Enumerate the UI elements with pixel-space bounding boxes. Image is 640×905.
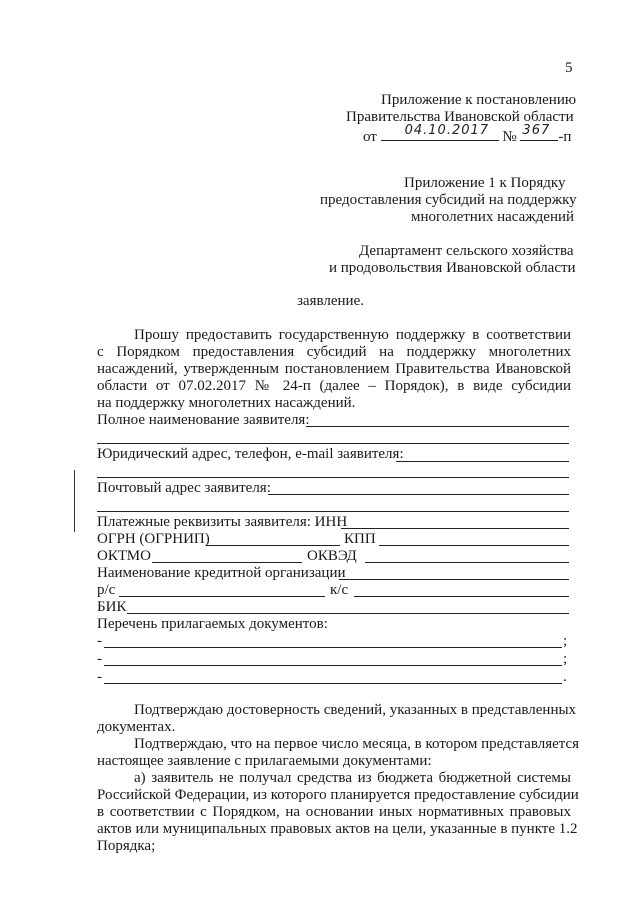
addressee-line2: и продовольствия Ивановской области	[329, 260, 576, 276]
doc-list-line-1[interactable]	[104, 647, 562, 648]
field-full-name-line-2[interactable]	[97, 443, 569, 444]
doc-list-bullet-1: -	[97, 633, 102, 649]
field-ogrn-line[interactable]	[206, 545, 340, 546]
doc-list-bullet-2: -	[97, 651, 102, 667]
field-account-label: р/с	[97, 582, 116, 598]
appendix-header-line2: Правительства Ивановской области	[346, 109, 574, 125]
request-line-1: Прошу предоставить государственную поддержку в соответствии	[134, 327, 571, 343]
appendix1-line3: многолетних насаждений	[411, 209, 575, 225]
doc-list-line-2[interactable]	[104, 665, 562, 666]
field-postal-address-label: Почтовый адрес заявителя:	[97, 480, 271, 496]
field-kpp-label: КПП	[344, 531, 376, 547]
request-line-3: насаждений, утвержденным постановлением Правительства Ивановской	[97, 361, 571, 377]
field-bank-line[interactable]	[339, 579, 569, 580]
scan-margin-mark	[74, 470, 75, 532]
request-line-2: с Порядком предоставления субсидий на поддержку многолетних	[97, 344, 571, 360]
doc-list-end-2: ;	[563, 651, 568, 667]
addressee-line1: Департамент сельского хозяйства	[359, 243, 574, 259]
field-ogrn-label: ОГРН (ОГРНИП)	[97, 531, 210, 547]
field-legal-address-label: Юридический адрес, телефон, e-mail заявителя:	[97, 446, 404, 462]
appendix1-line1: Приложение 1 к Порядку	[404, 175, 566, 191]
field-okved-label: ОКВЭД	[307, 548, 357, 564]
request-line-5: на поддержку многолетних насаждений.	[97, 395, 356, 411]
page-number: 5	[565, 60, 573, 76]
doc-list-end-1: ;	[563, 633, 568, 649]
handwritten-number: 367	[522, 123, 551, 138]
doc-list-line-3[interactable]	[104, 683, 562, 684]
request-line-4: области от 07.02.2017 № 24-п (далее – Порядок), в виде субсидии	[97, 378, 571, 394]
field-full-name-label: Полное наименование заявителя:	[97, 412, 310, 428]
field-account-line[interactable]	[119, 596, 325, 597]
field-kpp-line[interactable]	[379, 545, 569, 546]
appendix1-line2: предоставления субсидий на поддержку	[320, 192, 577, 208]
number-suffix: -п	[558, 129, 572, 145]
field-full-name-line[interactable]	[306, 426, 569, 427]
confirm2-line-2: настоящее заявление с прилагаемыми документами:	[97, 753, 432, 769]
field-corr-account-label: к/с	[330, 582, 349, 598]
confirm-line-1: Подтверждаю достоверность сведений, указанных в представленных	[134, 702, 577, 718]
field-bank-label: Наименование кредитной организации	[97, 565, 346, 581]
item-a-line-3: в соответствии с Порядком, на основании иных нормативных правовых	[97, 804, 571, 820]
field-postal-address-line-2[interactable]	[97, 511, 569, 512]
item-a-line-2: Российской Федерации, из которого планируется предоставление субсидии	[97, 787, 579, 803]
field-inn-line[interactable]	[341, 528, 569, 529]
field-legal-address-line-2[interactable]	[97, 477, 569, 478]
appendix-header-date-line	[363, 123, 572, 146]
field-oktmo-line[interactable]	[152, 562, 302, 563]
confirm-line-2: документах.	[97, 719, 176, 735]
appendix-header-line1: Приложение к постановлению	[381, 92, 577, 108]
field-bik-line[interactable]	[127, 613, 569, 614]
from-label: от	[363, 129, 377, 145]
doc-list-end-3: .	[563, 669, 567, 685]
field-attached-docs-label: Перечень прилагаемых документов:	[97, 616, 328, 632]
field-bik-label: БИК	[97, 599, 127, 615]
document-title: заявление.	[297, 293, 364, 309]
doc-list-bullet-3: -	[97, 669, 102, 685]
field-legal-address-line[interactable]	[396, 461, 569, 462]
field-okved-line[interactable]	[365, 562, 569, 563]
number-sign: №	[502, 129, 517, 145]
field-postal-address-line[interactable]	[268, 494, 569, 495]
field-oktmo-label: ОКТМО	[97, 548, 151, 564]
confirm2-line-1: Подтверждаю, что на первое число месяца, в котором представляется	[134, 736, 580, 752]
item-a-line-5: Порядка;	[97, 838, 156, 854]
date-blank	[381, 123, 499, 141]
field-corr-account-line[interactable]	[354, 596, 569, 597]
number-blank	[520, 123, 558, 141]
item-a-line-1: а) заявитель не получал средства из бюджета бюджетной системы	[134, 770, 571, 786]
item-a-line-4: актов или муниципальных правовых актов на цели, указанные в пункте 1.2	[97, 821, 578, 837]
field-payment-details-label: Платежные реквизиты заявителя: ИНН	[97, 514, 348, 530]
handwritten-date: 04.10.2017	[404, 123, 490, 138]
